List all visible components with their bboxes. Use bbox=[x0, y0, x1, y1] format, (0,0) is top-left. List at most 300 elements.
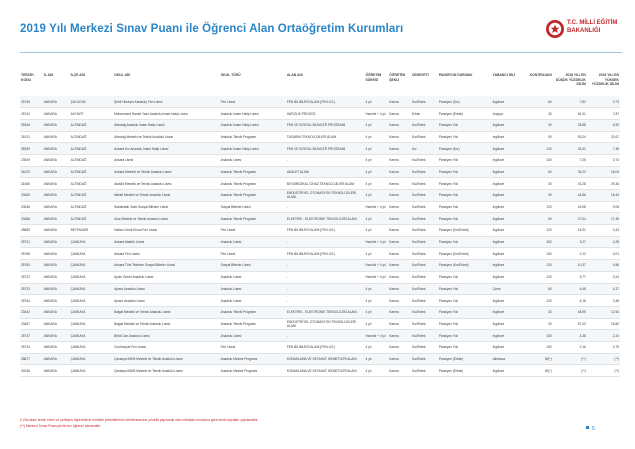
header-divider bbox=[20, 52, 622, 53]
table-cell: 150 bbox=[519, 248, 553, 260]
table-cell: Kız/Erkek bbox=[411, 318, 438, 330]
table-cell: 4 yıl bbox=[364, 225, 388, 237]
table-cell: ANKARA bbox=[43, 190, 70, 202]
column-header: PANSİYON DURUMU bbox=[438, 73, 473, 77]
table-cell: 6,77 bbox=[553, 271, 587, 283]
table-cell: ÇANKAYA bbox=[70, 330, 113, 342]
table-cell: İngilizce bbox=[492, 225, 519, 237]
table-cell: Karma bbox=[388, 353, 411, 365]
table-cell: - bbox=[286, 260, 365, 272]
table-cell: Karma bbox=[388, 108, 411, 120]
table-cell: İngilizce bbox=[492, 213, 519, 225]
table-cell: İngilizce bbox=[492, 143, 519, 155]
table-cell: 23486 bbox=[20, 213, 43, 225]
table-row bbox=[20, 271, 620, 283]
table-cell: Karma bbox=[388, 248, 411, 260]
table-cell: FEN BİLİMLERİ ALANI (FEN LİS.) bbox=[286, 248, 365, 260]
table-cell: Kız/Erkek bbox=[411, 330, 438, 342]
table-cell: 3,43 bbox=[587, 225, 620, 237]
table-cell: İngilizce bbox=[492, 260, 519, 272]
table-cell: Anadolu İmam Hatip Lisesi bbox=[220, 108, 286, 120]
table-cell: İngilizce bbox=[492, 119, 519, 131]
table-cell: ALTINDAĞ bbox=[70, 143, 113, 155]
table-row bbox=[20, 341, 620, 353]
table-cell: İngilizce bbox=[492, 271, 519, 283]
table-cell: Hazırlık + 4 yıl bbox=[364, 260, 388, 272]
table-cell: ANKARA bbox=[43, 225, 70, 237]
table-cell: ÇANKAYA bbox=[70, 248, 113, 260]
table-row bbox=[20, 295, 620, 307]
table-cell: 35359 bbox=[20, 143, 43, 155]
table-cell: Pansiyon Yok bbox=[438, 131, 492, 143]
table-cell: Muhammed Hamdi Yazır Anadolu İmam Hatip Lisesi bbox=[113, 108, 220, 120]
table-cell: KONAKLAMA VE SEYAHAT HİZMETLERİ ALANI bbox=[286, 353, 365, 365]
table-cell: Çince bbox=[492, 283, 519, 295]
table-cell: Pansiyon Yok bbox=[438, 341, 492, 353]
table-cell: 23467 bbox=[20, 318, 43, 330]
table-cell: Altındağ Anadolu İmam Hatip Lisesi bbox=[113, 119, 220, 131]
table-cell: İngilizce bbox=[492, 166, 519, 178]
table-row bbox=[20, 318, 620, 330]
table-cell: Arapça bbox=[492, 108, 519, 120]
table-cell: Pansiyon Yok bbox=[438, 295, 492, 307]
table-cell: İngilizce bbox=[492, 365, 519, 377]
table-cell: Çankaya İMKB Mesleki ve Teknik Anadolu Lisesi bbox=[113, 353, 220, 365]
table-cell: 7,38 bbox=[587, 143, 620, 155]
table-cell: Pansiyon Yok bbox=[438, 166, 492, 178]
table-cell: Karma bbox=[388, 213, 411, 225]
column-header: OKUL ADI bbox=[114, 73, 131, 77]
table-cell: ANKARA bbox=[43, 365, 70, 377]
table-cell: ANKARA bbox=[43, 330, 70, 342]
table-cell: 60 bbox=[519, 283, 553, 295]
table-cell: ADALET ALANI bbox=[286, 166, 365, 178]
table-cell: 4 yıl bbox=[364, 131, 388, 143]
table-cell: 150 bbox=[519, 330, 553, 342]
table-row bbox=[20, 225, 620, 237]
table-cell: 31466 bbox=[20, 178, 43, 190]
table-cell: Pansiyon Yok bbox=[438, 119, 492, 131]
table-cell: - bbox=[286, 330, 365, 342]
table-cell: Ayranı Anadolu Lisesi bbox=[113, 283, 220, 295]
table-cell: Anadolu Teknik Programı bbox=[220, 190, 286, 202]
table-cell: Kız/Erkek bbox=[411, 96, 438, 108]
table-cell: Karma bbox=[388, 166, 411, 178]
logo-line-1: T.C. MİLLİ EĞİTİM bbox=[567, 20, 618, 26]
table-cell: İngilizce bbox=[492, 306, 519, 318]
table-cell: Pansiyon (Kız/Erkek) bbox=[438, 225, 492, 237]
table-row bbox=[20, 306, 620, 318]
table-cell: Balgat Mesleki ve Teknik Anadolu Lisesi bbox=[113, 306, 220, 318]
table-cell: Anadolu Lisesi bbox=[220, 236, 286, 248]
column-header: İL ADI bbox=[43, 73, 54, 77]
table-cell: ENDÜSTRİYEL OTOMASYON TEKNOLOJİLERİ ALANI bbox=[286, 190, 365, 202]
table-cell: Kız/Erkek bbox=[411, 154, 438, 166]
table-cell: 30 bbox=[519, 318, 553, 330]
table-cell: ANKARA bbox=[43, 108, 70, 120]
table-cell: ANKARA bbox=[43, 143, 70, 155]
table-cell: Pansiyon Yok bbox=[438, 236, 492, 248]
table-cell: 25768 bbox=[20, 248, 43, 260]
table-cell: ANKARA bbox=[43, 248, 70, 260]
table-cell: 30 bbox=[519, 119, 553, 131]
table-cell: Hazırlık + 4 yıl bbox=[364, 201, 388, 213]
table-cell: Anadolu Teknik Programı bbox=[220, 318, 286, 330]
table-cell: ANKARA bbox=[43, 96, 70, 108]
table-cell: Sosyal Bilimler Lisesi bbox=[220, 260, 286, 272]
table-cell: Pansiyon (Erkek) bbox=[438, 365, 492, 377]
table-cell: 35,22 bbox=[553, 166, 587, 178]
table-row bbox=[20, 190, 620, 202]
table-row bbox=[20, 143, 620, 155]
table-cell: Fen Lisesi bbox=[220, 248, 286, 260]
table-cell: 30236 bbox=[20, 365, 43, 377]
table-cell: ANKARA bbox=[43, 271, 70, 283]
column-header: YABANCI DİLİ bbox=[492, 73, 516, 77]
table-cell: 30 bbox=[519, 306, 553, 318]
table-cell: Hazırlık + 4 yıl bbox=[364, 236, 388, 248]
table-cell: 4 yıl bbox=[364, 154, 388, 166]
table-cell: 30 bbox=[519, 178, 553, 190]
table-cell: 4 yıl bbox=[364, 143, 388, 155]
table-cell: Fen Lisesi bbox=[220, 341, 286, 353]
table-cell: İngilizce bbox=[492, 318, 519, 330]
table-cell: 31021 bbox=[20, 131, 43, 143]
table-cell: Karma bbox=[388, 96, 411, 108]
table-cell: Anadolu Lisesi bbox=[220, 330, 286, 342]
table-row bbox=[20, 119, 620, 131]
table-cell: 120 bbox=[519, 143, 553, 155]
table-cell: 2,16 bbox=[553, 341, 587, 353]
table-cell: ÇANKAYA bbox=[70, 295, 113, 307]
table-cell: 43,28 bbox=[553, 178, 587, 190]
table-body bbox=[20, 96, 620, 377]
table-cell: İngilizce bbox=[492, 190, 519, 202]
table-cell: ÇANKAYA bbox=[70, 260, 113, 272]
table-cell: 44,86 bbox=[553, 190, 587, 202]
table-cell: - bbox=[286, 283, 365, 295]
table-cell: 4 yıl bbox=[364, 248, 388, 260]
table-cell: Kız bbox=[411, 143, 438, 155]
table-cell: 25764 bbox=[20, 295, 43, 307]
table-cell: ÇANKAYA bbox=[70, 271, 113, 283]
table-cell: 4 yıl bbox=[364, 190, 388, 202]
table-cell: Kız/Erkek bbox=[411, 365, 438, 377]
table-row bbox=[20, 96, 620, 108]
table-cell: Hazırlık + 4 yıl bbox=[364, 330, 388, 342]
table-cell: 18,98 bbox=[553, 201, 587, 213]
table-cell: Pansiyon Yok bbox=[438, 330, 492, 342]
table-cell: ANKARA bbox=[43, 306, 70, 318]
table-cell: Pansiyon (Kız/Erkek) bbox=[438, 260, 492, 272]
table-cell: İstiklal Mesleki ve Teknik Anadolu Lisesi bbox=[113, 190, 220, 202]
table-cell: Kız/Erkek bbox=[411, 131, 438, 143]
column-header: ALAN ADI bbox=[286, 73, 303, 77]
table-cell: ANKARA bbox=[43, 154, 70, 166]
table-cell: 23549 bbox=[20, 154, 43, 166]
table-cell: 150 bbox=[519, 341, 553, 353]
table-cell: Balgat Mesleki ve Teknik Anadolu Lisesi bbox=[113, 318, 220, 330]
table-cell: 120 bbox=[519, 201, 553, 213]
column-header: İLÇE ADI bbox=[70, 73, 86, 77]
table-cell: FEN VE SOSYAL BİLİMLER PROGRAMI bbox=[286, 143, 365, 155]
table-cell: Hazırlık + 4 yıl bbox=[364, 271, 388, 283]
table-cell: Anadolu Lisesi bbox=[220, 271, 286, 283]
table-cell: İngilizce bbox=[492, 96, 519, 108]
table-cell: İngilizce bbox=[492, 154, 519, 166]
table-cell: İngilizce bbox=[492, 295, 519, 307]
table-cell: Kız/Erkek bbox=[411, 295, 438, 307]
table-cell: Pansiyon (Erkek) bbox=[438, 108, 492, 120]
table-cell: (**) bbox=[553, 365, 587, 377]
table-cell: Çankaya İMKB Mesleki ve Teknik Anadolu Lisesi bbox=[113, 365, 220, 377]
table-cell: Kız/Erkek bbox=[411, 306, 438, 318]
table-cell: Anadolu Teknik Programı bbox=[220, 166, 286, 178]
table-cell: ANKARA bbox=[43, 213, 70, 225]
table-cell: - bbox=[286, 154, 365, 166]
table-row bbox=[20, 283, 620, 295]
table-cell: Anadolu Meslek Programı bbox=[220, 365, 286, 377]
table-cell: Kız/Erkek bbox=[411, 225, 438, 237]
table-cell: 25747 bbox=[20, 330, 43, 342]
table-cell: Kız/Erkek bbox=[411, 353, 438, 365]
table-cell: 4 yıl bbox=[364, 341, 388, 353]
table-cell: 64,31 bbox=[553, 108, 587, 120]
page-title: 2019 Yılı Merkezi Sınav Puanı ile Öğrenci Alan Ortaöğretim Kurumları bbox=[20, 23, 404, 35]
table-cell: Karma bbox=[388, 190, 411, 202]
table-cell: 25722 bbox=[20, 271, 43, 283]
column-header: 2018 YILI EN DÜŞÜK YÜZDELİK DİLİM bbox=[555, 73, 586, 87]
table-row bbox=[20, 260, 620, 272]
table-cell: - bbox=[286, 295, 365, 307]
table-cell: 30(*) bbox=[519, 365, 553, 377]
table-cell: ELEKTRİK - ELEKTRONİK TEKNOLOJİSİ ALANI bbox=[286, 213, 365, 225]
table-cell: ÇANKAYA bbox=[70, 318, 113, 330]
table-cell: HAFIZLIK PROJESİ bbox=[286, 108, 365, 120]
table-cell: ANKARA bbox=[43, 295, 70, 307]
table-cell: Karma bbox=[388, 225, 411, 237]
table-cell: Anadolu Teknik Programı bbox=[220, 178, 286, 190]
table-cell: Karma bbox=[388, 154, 411, 166]
table-cell: Kız/Erkek bbox=[411, 236, 438, 248]
table-cell: 10,37 bbox=[553, 260, 587, 272]
table-cell: Anadolu Teknik Programı bbox=[220, 131, 286, 143]
table-cell: Anadolu İmam Hatip Lisesi bbox=[220, 143, 286, 155]
table-cell: ALTINDAĞ bbox=[70, 119, 113, 131]
table-cell: ŞULUOVA bbox=[70, 96, 113, 108]
table-cell: 57,03 bbox=[553, 318, 587, 330]
table-cell: 150 bbox=[519, 154, 553, 166]
column-header: ÖĞRETİM ŞEKLİ bbox=[389, 73, 406, 82]
table-cell: Pansiyon (Kız/Erkek) bbox=[438, 248, 492, 260]
table-cell: 4 yıl bbox=[364, 353, 388, 365]
table-cell: AKYURT bbox=[70, 108, 113, 120]
table-cell: ÇANKAYA bbox=[70, 365, 113, 377]
table-cell: Pansiyon Yok bbox=[438, 283, 492, 295]
table-cell: 20,67 bbox=[587, 131, 620, 143]
table-cell: 23548 bbox=[20, 201, 43, 213]
table-cell: ÇANKAYA bbox=[70, 353, 113, 365]
table-cell: Anadolu Lisesi bbox=[220, 283, 286, 295]
table-cell: Karma bbox=[388, 131, 411, 143]
table-cell: 30(*) bbox=[519, 353, 553, 365]
table-cell: Pansiyon Yok bbox=[438, 154, 492, 166]
table-cell: Ankara Lisesi bbox=[113, 154, 220, 166]
table-cell: (**) bbox=[587, 365, 620, 377]
table-cell: 3,24 bbox=[587, 271, 620, 283]
table-cell: 23465 bbox=[20, 190, 43, 202]
table-cell: 37,54 bbox=[553, 213, 587, 225]
table-cell: Cumhuriyet Fen Lisesi bbox=[113, 341, 220, 353]
table-cell: 26,31 bbox=[553, 143, 587, 155]
table-cell: Kız/Erkek bbox=[411, 248, 438, 260]
table-cell: 6,92 bbox=[587, 119, 620, 131]
table-cell: 0,01 bbox=[587, 248, 620, 260]
table-cell: ALTINDAĞ bbox=[70, 190, 113, 202]
table-cell: Kız/Erkek bbox=[411, 201, 438, 213]
table-cell: 4 yıl bbox=[364, 166, 388, 178]
table-cell: ALTINDAĞ bbox=[70, 201, 113, 213]
table-cell: ALTINDAĞ bbox=[70, 131, 113, 143]
table-cell: Karma bbox=[388, 201, 411, 213]
table-cell: 4 yıl bbox=[364, 213, 388, 225]
table-cell: FEN BİLİMLERİ ALANI (FEN LİS.) bbox=[286, 225, 365, 237]
table-cell: ALTINDAĞ bbox=[70, 178, 113, 190]
table-cell: 16,31 bbox=[553, 225, 587, 237]
table-cell: Sosyal Bilimler Lisesi bbox=[220, 201, 286, 213]
table-cell: Pansiyon Yok bbox=[438, 178, 492, 190]
table-cell: BEYPAZARI bbox=[70, 225, 113, 237]
table-cell: İngilizce bbox=[492, 341, 519, 353]
table-cell: İngilizce bbox=[492, 178, 519, 190]
table-cell: 18,43 bbox=[587, 190, 620, 202]
table-cell: 29,36 bbox=[587, 178, 620, 190]
table-cell: Karma bbox=[388, 260, 411, 272]
page-indicator bbox=[586, 426, 595, 432]
table-cell: 25723 bbox=[20, 283, 43, 295]
table-cell: Anadolu Teknik Programı bbox=[220, 213, 286, 225]
table-cell: Anadolu İmam Hatip Lisesi bbox=[220, 119, 286, 131]
column-header: KONTENJANI bbox=[529, 73, 552, 77]
schools-table bbox=[20, 72, 620, 377]
table-cell: 120 bbox=[519, 260, 553, 272]
table-cell: Karma bbox=[388, 119, 411, 131]
table-row bbox=[20, 213, 620, 225]
table-cell: ALTINDAĞ bbox=[70, 166, 113, 178]
table-cell: Hazırlık + 4 yıl bbox=[364, 108, 388, 120]
table-cell: 31022 bbox=[20, 166, 43, 178]
table-cell: ÇANKAYA bbox=[70, 236, 113, 248]
table-cell: Ankara Atatürk Lisesi bbox=[113, 236, 220, 248]
table-cell: İngilizce bbox=[492, 201, 519, 213]
table-cell: 30 bbox=[519, 190, 553, 202]
table-row bbox=[20, 166, 620, 178]
table-cell: FEN BİLİMLERİ ALANI (FEN LİS.) bbox=[286, 341, 365, 353]
table-cell: Almanca bbox=[492, 353, 519, 365]
table-cell: - bbox=[286, 236, 365, 248]
table-cell: 25744 bbox=[20, 341, 43, 353]
table-cell: 25745 bbox=[20, 96, 43, 108]
table-cell: (**) bbox=[553, 353, 587, 365]
table-cell: - bbox=[286, 201, 365, 213]
table-cell: 4 yıl bbox=[364, 178, 388, 190]
table-cell: 17,48 bbox=[587, 213, 620, 225]
table-cell: Kız/Erkek bbox=[411, 260, 438, 272]
footnotes bbox=[20, 417, 258, 429]
table-cell: KONAKLAMA VE SEYAHAT HİZMETLERİ ALANI bbox=[286, 365, 365, 377]
table-cell: Karma bbox=[388, 178, 411, 190]
table-cell: 30 bbox=[519, 108, 553, 120]
footnote-2: (**) Merkezi Sınav Puanıyla ilk kez öğrenci alınacaktır. bbox=[20, 424, 102, 428]
table-cell: Pansiyon Yok bbox=[438, 190, 492, 202]
table-cell: ANKARA bbox=[43, 353, 70, 365]
table-cell: ANKARA bbox=[43, 318, 70, 330]
table-cell: İngilizce bbox=[492, 330, 519, 342]
page-number: 5 bbox=[592, 426, 595, 432]
column-header: OKUL TÜRÜ bbox=[220, 73, 241, 77]
table-cell: ANKARA bbox=[43, 260, 70, 272]
table-cell: - bbox=[286, 271, 365, 283]
table-cell: 3,74 bbox=[587, 154, 620, 166]
table-cell: 0,12 bbox=[553, 248, 587, 260]
table-cell: BİYOMEDİKAL CİHAZ TEKNOLOJİLERİ ALANI bbox=[286, 178, 365, 190]
table-header-row bbox=[20, 72, 620, 96]
table-row bbox=[20, 108, 620, 120]
table-cell: 12,54 bbox=[587, 306, 620, 318]
table-cell: ALTINDAĞ bbox=[70, 213, 113, 225]
table-row bbox=[20, 201, 620, 213]
table-cell: Pansiyon Yok bbox=[438, 306, 492, 318]
table-cell: ANKARA bbox=[43, 201, 70, 213]
table-cell: 4 yıl bbox=[364, 283, 388, 295]
table-cell: 53,24 bbox=[553, 131, 587, 143]
table-cell: 6,18 bbox=[553, 295, 587, 307]
column-header: 2018 YILI EN YÜKSEK YÜZDELİK DİLİM bbox=[591, 73, 619, 87]
table-cell: 2,24 bbox=[587, 330, 620, 342]
table-cell: 23442 bbox=[20, 306, 43, 318]
table-cell: Fen Lisesi bbox=[220, 225, 286, 237]
table-cell: Anadolu Teknik Programı bbox=[220, 306, 286, 318]
table-cell: 18,04 bbox=[587, 166, 620, 178]
table-cell: ELEKTRİK - ELEKTRONİK TEKNOLOJİSİ ALANI bbox=[286, 306, 365, 318]
table-cell: Hatice-Cemil Ercan Fen Lisesi bbox=[113, 225, 220, 237]
table-cell: 7,05 bbox=[553, 154, 587, 166]
table-cell: Kız/Erkek bbox=[411, 271, 438, 283]
table-cell: Karma bbox=[388, 306, 411, 318]
table-cell: 7,87 bbox=[587, 108, 620, 120]
table-cell: Şehit Hüseyin Karakılıç Fen Lisesi bbox=[113, 96, 220, 108]
table-row bbox=[20, 248, 620, 260]
table-cell: 0,28 bbox=[587, 236, 620, 248]
table-cell: ANKARA bbox=[43, 131, 70, 143]
table-cell: Pansiyon (Kız) bbox=[438, 96, 492, 108]
table-cell: Ankara Türk Telekom Sosyal Bilimler Lisesi bbox=[113, 260, 220, 272]
table-cell: Anadolu Lisesi bbox=[220, 295, 286, 307]
table-cell: Kız/Erkek bbox=[411, 283, 438, 295]
table-cell: 25885 bbox=[20, 225, 43, 237]
table-cell: İngilizce bbox=[492, 131, 519, 143]
table-cell: ÇANKAYA bbox=[70, 283, 113, 295]
table-cell: 4 yıl bbox=[364, 318, 388, 330]
table-cell: ÇANKAYA bbox=[70, 306, 113, 318]
table-cell: 60 bbox=[519, 96, 553, 108]
table-cell: ANKARA bbox=[43, 236, 70, 248]
table-cell: ANKARA bbox=[43, 166, 70, 178]
table-cell: 120 bbox=[519, 295, 553, 307]
table-cell: Pansiyon Yok bbox=[438, 201, 492, 213]
table-cell: Ankara Mesleki ve Teknik Anadolu Lisesi bbox=[113, 166, 220, 178]
table-cell: Betül Can Anadolu Lisesi bbox=[113, 330, 220, 342]
